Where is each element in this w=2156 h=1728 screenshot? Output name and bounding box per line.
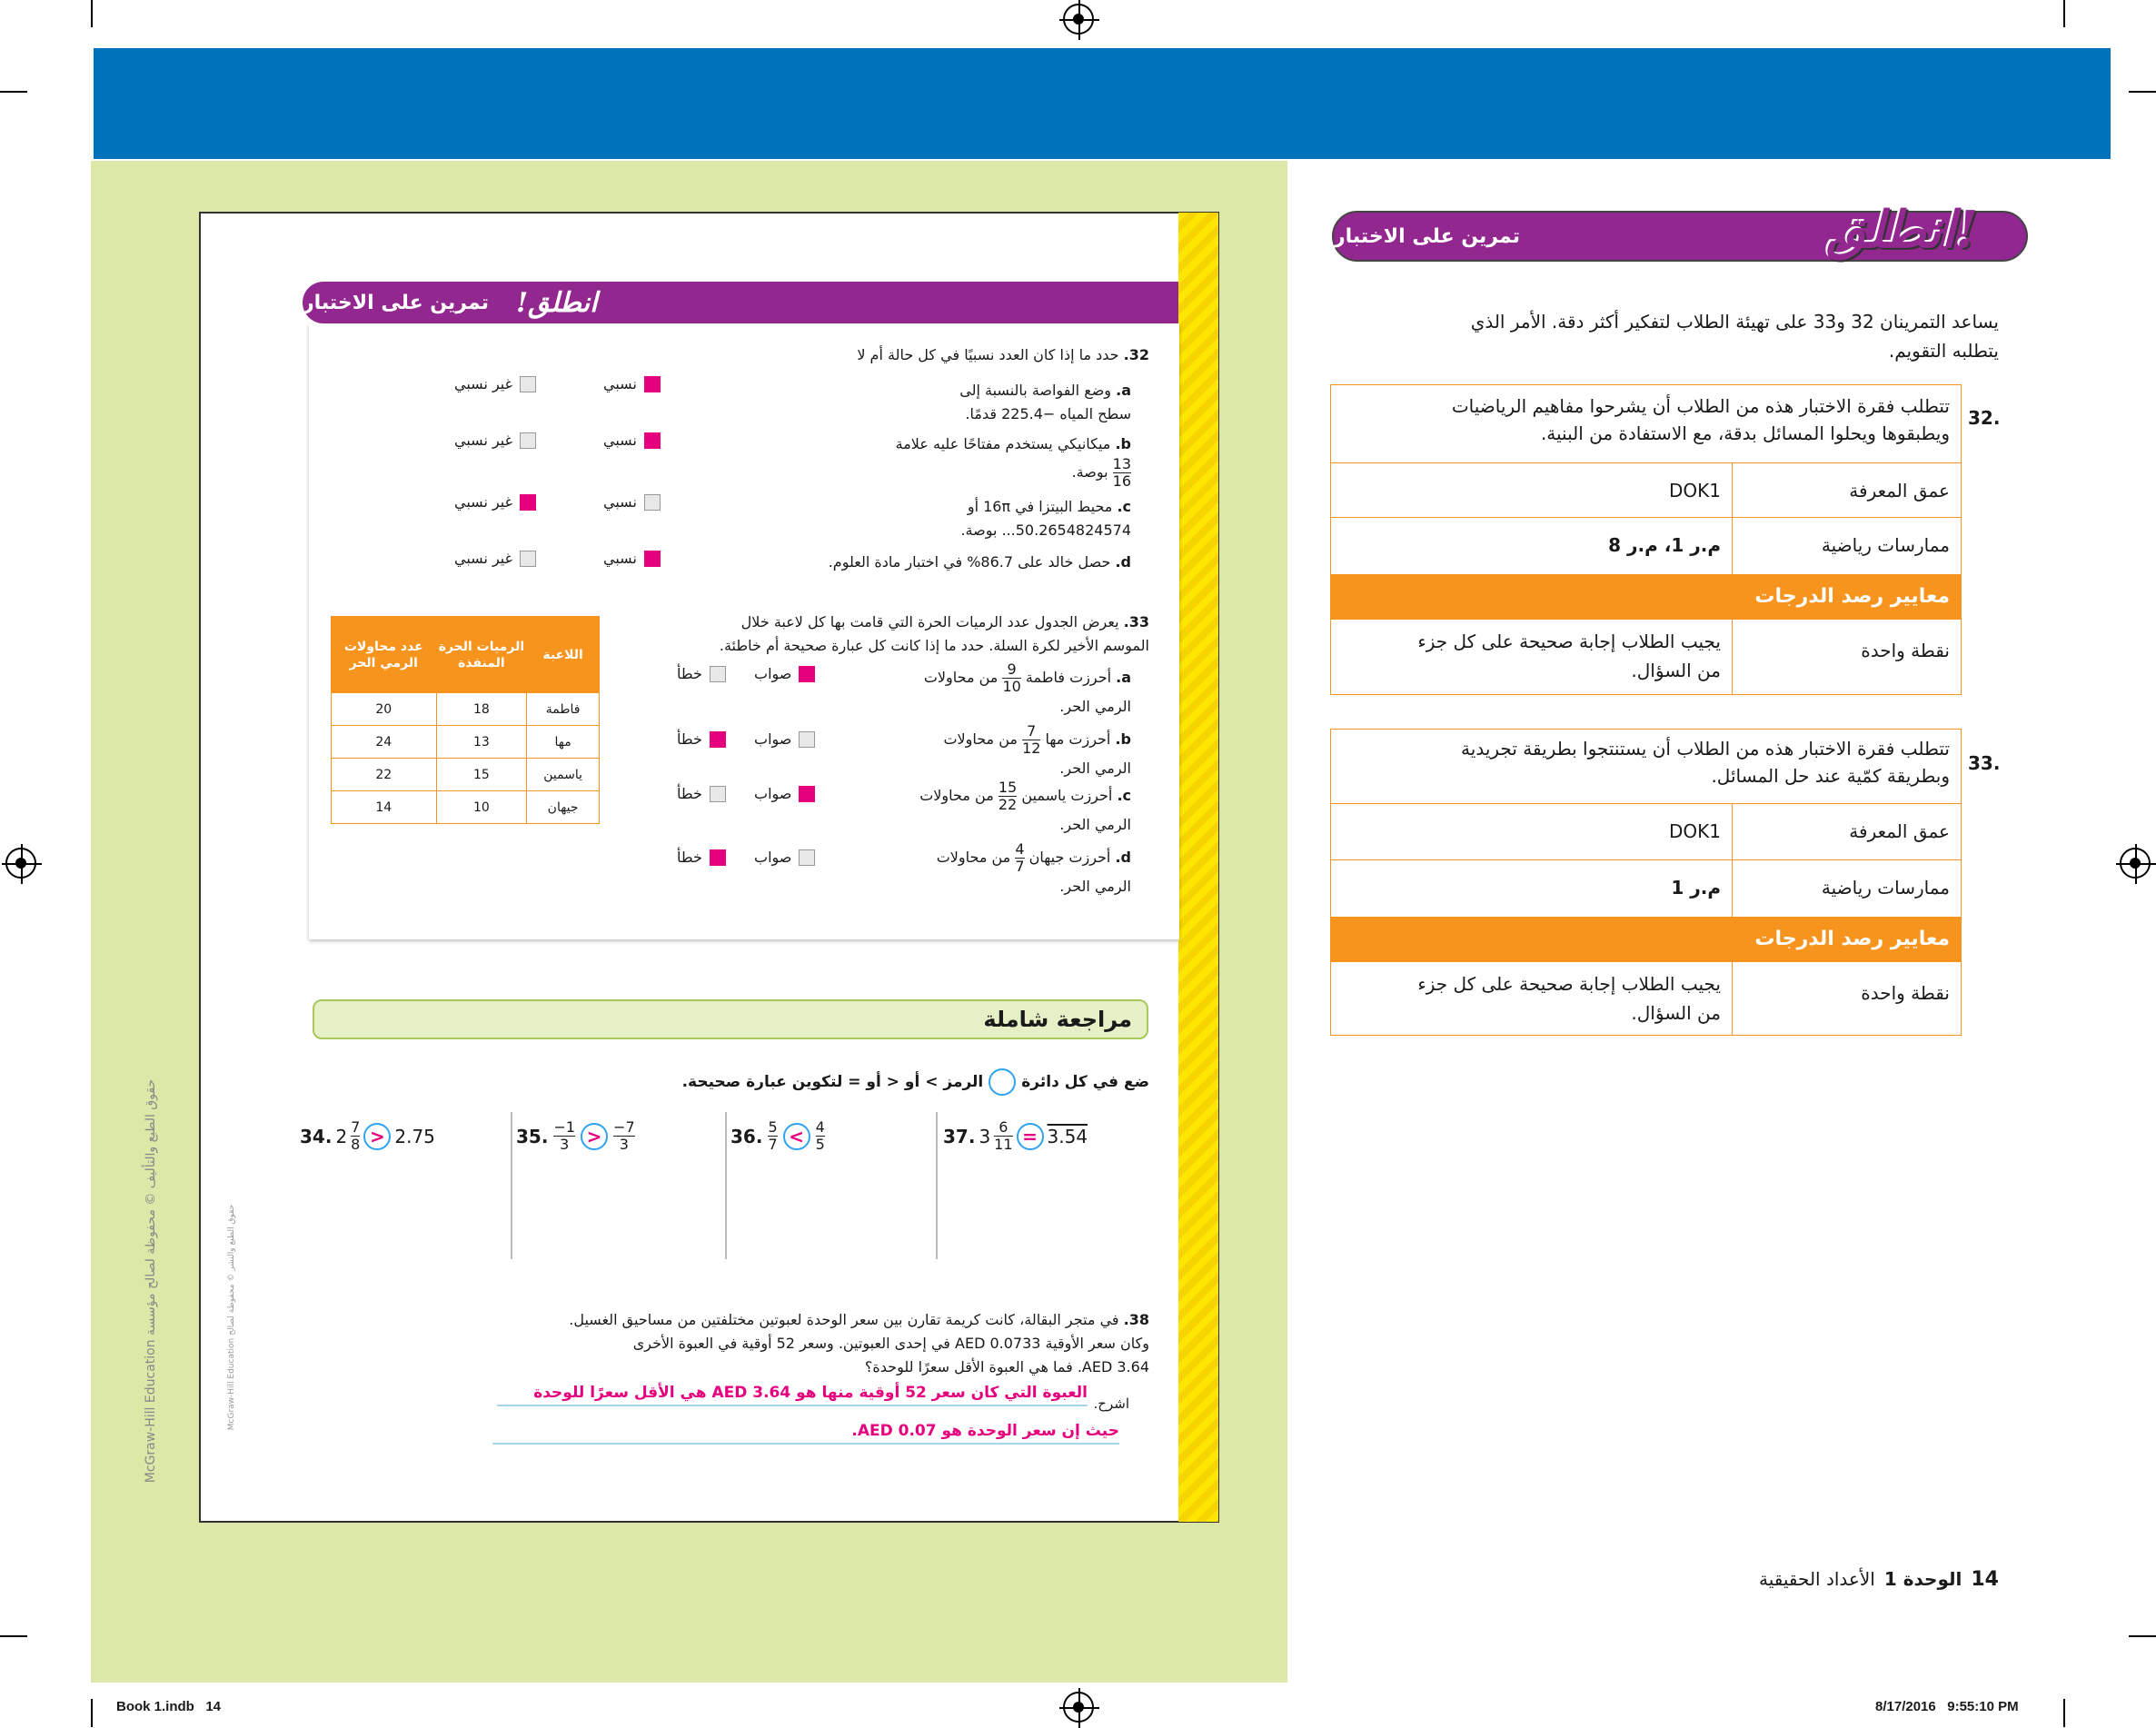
q33d-choice-false[interactable]: خطأ [677, 849, 726, 866]
registration-mark-icon [2120, 848, 2151, 879]
table-row: ياسمين 15 22 [332, 759, 600, 791]
q38-explain-label: اشرح. [1093, 1395, 1129, 1412]
divider [511, 1112, 512, 1259]
checkbox-checked-icon[interactable] [799, 666, 815, 682]
comparison-circle[interactable]: > [581, 1123, 608, 1150]
checkbox-icon[interactable] [520, 376, 536, 392]
crop-mark [2129, 91, 2156, 93]
q33c-choice-false[interactable]: خطأ [677, 785, 726, 802]
t32-rubric-title: معايير رصد الدرجات [1331, 574, 1961, 620]
checkbox-icon[interactable] [520, 551, 536, 567]
q32d-choice-yes[interactable]: نسبي [603, 550, 661, 567]
crop-mark [2129, 1635, 2156, 1637]
yellow-stripe [1178, 213, 1218, 1522]
q33b: b. أحرزت مها $\frac{7}{12}$ من محاولات الرمي الحر. [943, 722, 1131, 777]
q33a: a. أحرزت فاطمة $\frac{9}{10}$ من محاولات الرمي الحر. [923, 660, 1131, 715]
q33a-choice-true[interactable]: صواب [754, 665, 815, 682]
q33a-choice-false[interactable]: خطأ [677, 665, 726, 682]
t32-mp-value: م.ر 1، م.ر 8 [1331, 518, 1733, 574]
t33-point-label: نقطة واحدة [1861, 982, 1950, 1004]
review-heading: مراجعة شاملة [313, 999, 1148, 1039]
q33c-choice-true[interactable]: صواب [754, 785, 815, 802]
divider [725, 1112, 727, 1259]
checkbox-icon[interactable] [710, 786, 726, 802]
header-title: تمرين على الاختبار [1334, 224, 1521, 248]
t32-description: تتطلب فقرة الاختبار هذه من الطلاب أن يشرحوا مفاهيم الرياضيات ويطبقوها ويحلوا المسائل بدقة، مع الاستفادة من البنية. [1331, 385, 1961, 463]
crop-mark [2063, 0, 2065, 27]
table-row: مها 13 24 [332, 726, 600, 759]
q32b-choice-no[interactable]: غير نسبي [454, 432, 536, 449]
q33d-choice-true[interactable]: صواب [754, 849, 815, 866]
q38-answer-line-2: حيث إن سعر الوحدة هو AED 0.07. [492, 1419, 1119, 1445]
q32d-choice-no[interactable]: غير نسبي [454, 550, 536, 567]
logo: انطلق! [516, 286, 598, 319]
checkbox-checked-icon[interactable] [710, 849, 726, 866]
t32-point-label: نقطة واحدة [1861, 640, 1950, 661]
t33-mp-value: م.ر 1 [1331, 860, 1733, 917]
q32a-choice-yes[interactable]: نسبي [603, 375, 661, 392]
q32a: a. وضع الفواصة بالنسبة إلى سطح المياه −225.4 قدمًا. [959, 382, 1131, 422]
q33b-choice-false[interactable]: خطأ [677, 730, 726, 748]
q32b-choice-yes[interactable]: نسبي [603, 432, 661, 449]
page-footer [1726, 1568, 1999, 1591]
logo: انطلق! [1826, 200, 1978, 260]
teacher-intro: يساعد التمرينان 32 و33 على تهيئة الطلاب لتفكير أكثر دقة. الأمر الذي يتطلبه التقويم. [1470, 311, 1999, 362]
t33-dok-value: DOK1 [1331, 804, 1733, 860]
review-item-36: 36. $\frac{5}{7}$ < $\frac{4}{5}$ [730, 1118, 825, 1153]
registration-mark-icon [1063, 4, 1094, 35]
checkbox-checked-icon[interactable] [644, 376, 661, 392]
q32a-choice-no[interactable]: غير نسبي [454, 375, 536, 392]
t32-dok-label: عمق المعرفة [1733, 463, 1961, 518]
t32-mp-label: ممارسات رياضية [1821, 534, 1950, 556]
t33-table [1330, 729, 1962, 1036]
comparison-circle[interactable]: < [783, 1123, 810, 1150]
t33-number: .33 [1968, 752, 2001, 774]
crop-mark [0, 91, 27, 93]
crop-mark [91, 1699, 93, 1727]
checkbox-icon[interactable] [520, 432, 536, 449]
unit-label: الوحدة 1 [1883, 1568, 1962, 1590]
student-header-bar [303, 282, 1178, 323]
table-row: فاطمة 18 20 [332, 693, 600, 726]
checkbox-checked-icon[interactable] [644, 432, 661, 449]
q38-prompt: 38. في متجر البقالة، كانت كريمة تقارن بين سعر الوحدة لعبوتين مختلفتين من مساحيق الغسيل. وكان سعر الأوقية AED 0.0733 في إحدى العبوتين. وسعر 52 أوقية في العبوة الأخرى AED 3.64. فما هي العبوة الأقل سعرًا للوحدة؟ [569, 1311, 1149, 1375]
t33-description: تتطلب فقرة الاختبار هذه من الطلاب أن يستنتجوا بطريقة تجريدية وبطريقة كمّية عند حل المسائل. [1331, 730, 1961, 804]
comparison-circle[interactable]: > [363, 1123, 391, 1150]
registration-mark-icon [5, 848, 36, 879]
q33b-choice-true[interactable]: صواب [754, 730, 815, 748]
q33c: c. أحرزت ياسمين $\frac{15}{22}$ من محاولات الرمي الحر. [919, 779, 1131, 833]
review-item-35: 35. $\frac{-1}{3}$ > $\frac{-7}{3}$ [516, 1118, 635, 1153]
checkbox-icon[interactable] [644, 494, 661, 511]
crop-mark [91, 0, 93, 27]
t32-table [1330, 384, 1962, 695]
checkbox-icon[interactable] [799, 849, 815, 866]
q32c-choice-yes[interactable]: نسبي [603, 493, 661, 511]
circle-icon [989, 1068, 1016, 1096]
review-item-34: 34. 2 $\frac{7}{8}$ > 2.75 [300, 1118, 435, 1153]
checkbox-checked-icon[interactable] [520, 494, 536, 511]
registration-mark-icon [1063, 1692, 1094, 1723]
t33-point-desc: يجيب الطلاب إجابة صحيحة على كل جزء من السؤال. [1331, 962, 1733, 1035]
slug-date: 8/17/2016 9:55:10 PM [1875, 1699, 2019, 1714]
checkbox-checked-icon[interactable] [644, 551, 661, 567]
review-instruction: ضع في كل دائرة الرمز > أو < أو = لتكوين عبارة صحيحة. [459, 1068, 1149, 1096]
q32c-choice-no[interactable]: غير نسبي [454, 493, 536, 511]
checkbox-checked-icon[interactable] [710, 731, 726, 748]
slug-file: Book 1.indb 14 [116, 1699, 222, 1714]
q32b: b. ميكانيكي يستخدم مفتاحًا عليه علامة $\frac{13}{16}$ بوصة. [895, 435, 1131, 490]
top-blue-band [94, 48, 2111, 159]
t33-mp-label: ممارسات رياضية [1821, 877, 1950, 899]
unit-title: الأعداد الحقيقية [1759, 1568, 1875, 1590]
t33-rubric-title: معايير رصد الدرجات [1331, 917, 1961, 962]
free-throw-table: اللاعبة الرميات الحرة المنفذة عدد محاولات الرمي الحر فاطمة 18 20 مها 13 24 ياسمين 15 22 جيهان 10 14 [331, 616, 600, 824]
review-item-37: 37. 3 $\frac{6}{11}$ = 3.54 [943, 1118, 1088, 1153]
header-title: تمرين على الاختبار [303, 291, 490, 314]
q32d: d. حصل خالد على 86.7% في اختبار مادة العلوم. [828, 553, 1131, 571]
page-number: 14 [1971, 1568, 1999, 1591]
checkbox-checked-icon[interactable] [799, 786, 815, 802]
q33d: d. أحرزت جيهان $\frac{4}{7}$ من محاولات الرمي الحر. [936, 840, 1131, 895]
table-row: جيهان 10 14 [332, 791, 600, 824]
q32-prompt: 32. حدد ما إذا كان العدد نسبيًا في كل حالة أم لا [857, 346, 1149, 363]
checkbox-icon[interactable] [799, 731, 815, 748]
t32-point-desc: يجيب الطلاب إجابة صحيحة على كل جزء من السؤال. [1331, 620, 1733, 694]
q38-answer-line-1: العبوة التي كان سعر 52 أوقية منها هو AED 3.64 هي الأقل سعرًا للوحدة [497, 1381, 1088, 1406]
crop-mark [2063, 1699, 2065, 1727]
t32-dok-value: DOK1 [1331, 463, 1733, 518]
checkbox-icon[interactable] [710, 666, 726, 682]
crop-mark [0, 1635, 27, 1637]
t33-dok-label: عمق المعرفة [1733, 804, 1961, 860]
q32c: c. محيط البيتزا في 16π أو 50.2654824574... بوصة. [960, 498, 1131, 539]
divider [936, 1112, 938, 1259]
comparison-circle[interactable]: = [1017, 1123, 1044, 1150]
t32-number: .32 [1968, 407, 2001, 429]
q33-prompt: 33. يعرض الجدول عدد الرميات الحرة التي قامت بها كل لاعبة خلال الموسم الأخير لكرة السلة. حدد ما إذا كانت كل عبارة صحيحة أم خاطئة. [719, 613, 1149, 654]
